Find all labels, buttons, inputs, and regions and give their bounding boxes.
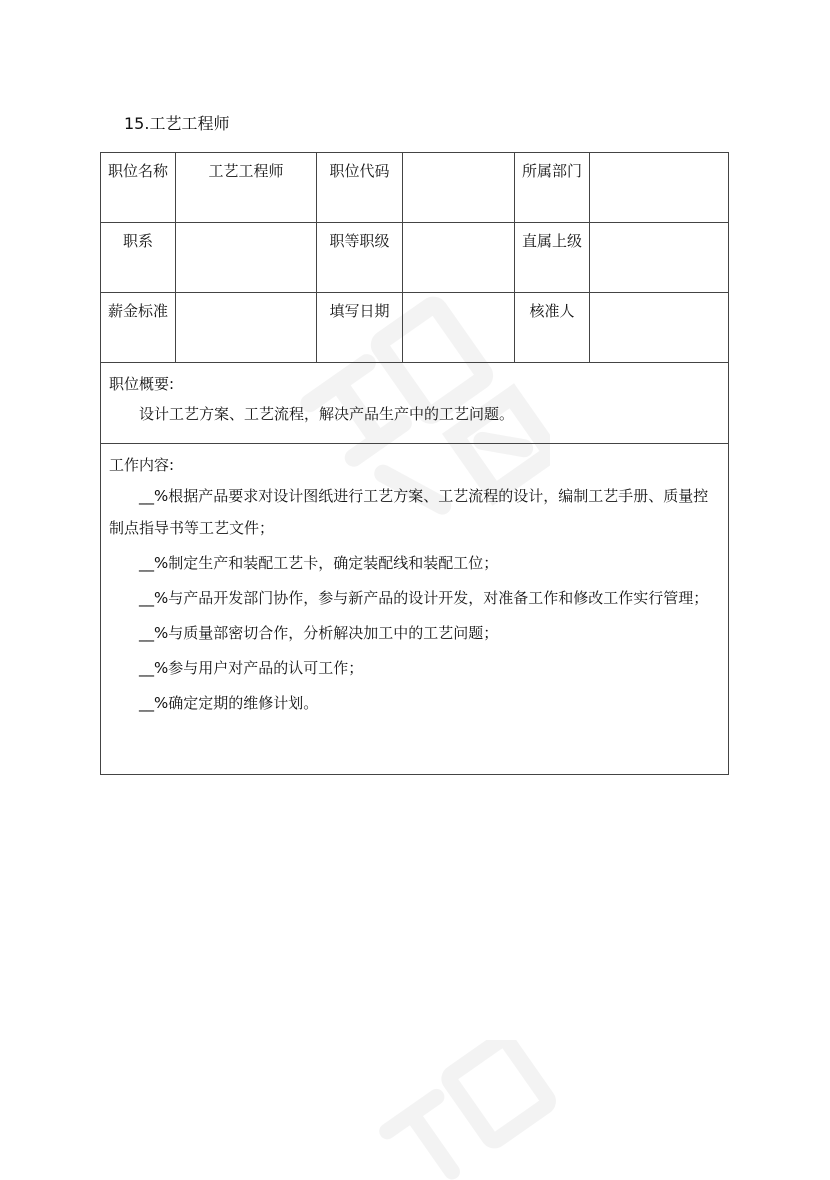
label-position-code: 职位代码 [317,153,403,223]
content-item: __%与质量部密切合作，分析解决加工中的工艺问题； [139,624,499,642]
value-grade-level [403,223,515,293]
table-row [101,444,729,775]
table-row [101,293,729,363]
position-summary-cell [101,363,729,444]
content-item: __%制定生产和装配工艺卡，确定装配线和装配工位； [139,554,499,572]
value-job-family [176,223,317,293]
table-row [101,153,729,223]
content-title: 工作内容: [109,456,175,474]
label-salary-standard: 薪金标准 [101,293,176,363]
value-salary-standard [176,293,317,363]
value-direct-supervisor [590,223,729,293]
label-grade-level: 职等职级 [317,223,403,293]
table-row [101,223,729,293]
value-department [590,153,729,223]
summary-title: 职位概要: [109,375,175,393]
value-fill-date [403,293,515,363]
summary-text: 设计工艺方案、工艺流程，解决产品生产中的工艺问题。 [139,405,515,423]
content-item: __%参与用户对产品的认可工作； [139,659,364,677]
job-content-cell [101,444,729,775]
label-job-family: 职系 [101,223,176,293]
content-item: __%确定定期的维修计划。 [139,694,319,712]
value-position-code [403,153,515,223]
label-department: 所属部门 [515,153,590,223]
content-item: __%根据产品要求对设计图纸进行工艺方案、工艺流程的设计，编制工艺手册、质量控制点指导书等工艺文件； [109,487,709,537]
content-item: __%与产品开发部门协作，参与新产品的设计开发，对准备工作和修改工作实行管理； [139,589,709,607]
label-position-name: 职位名称 [101,153,176,223]
job-description-table [100,152,729,775]
table-row [101,363,729,444]
value-approver [590,293,729,363]
watermark-logo-bottom [360,1040,580,1180]
label-approver: 核准人 [515,293,590,363]
value-position-name: 工艺工程师 [176,153,317,223]
label-fill-date: 填写日期 [317,293,403,363]
label-direct-supervisor: 直属上级 [515,223,590,293]
page-title: 15.工艺工程师 [124,114,230,133]
